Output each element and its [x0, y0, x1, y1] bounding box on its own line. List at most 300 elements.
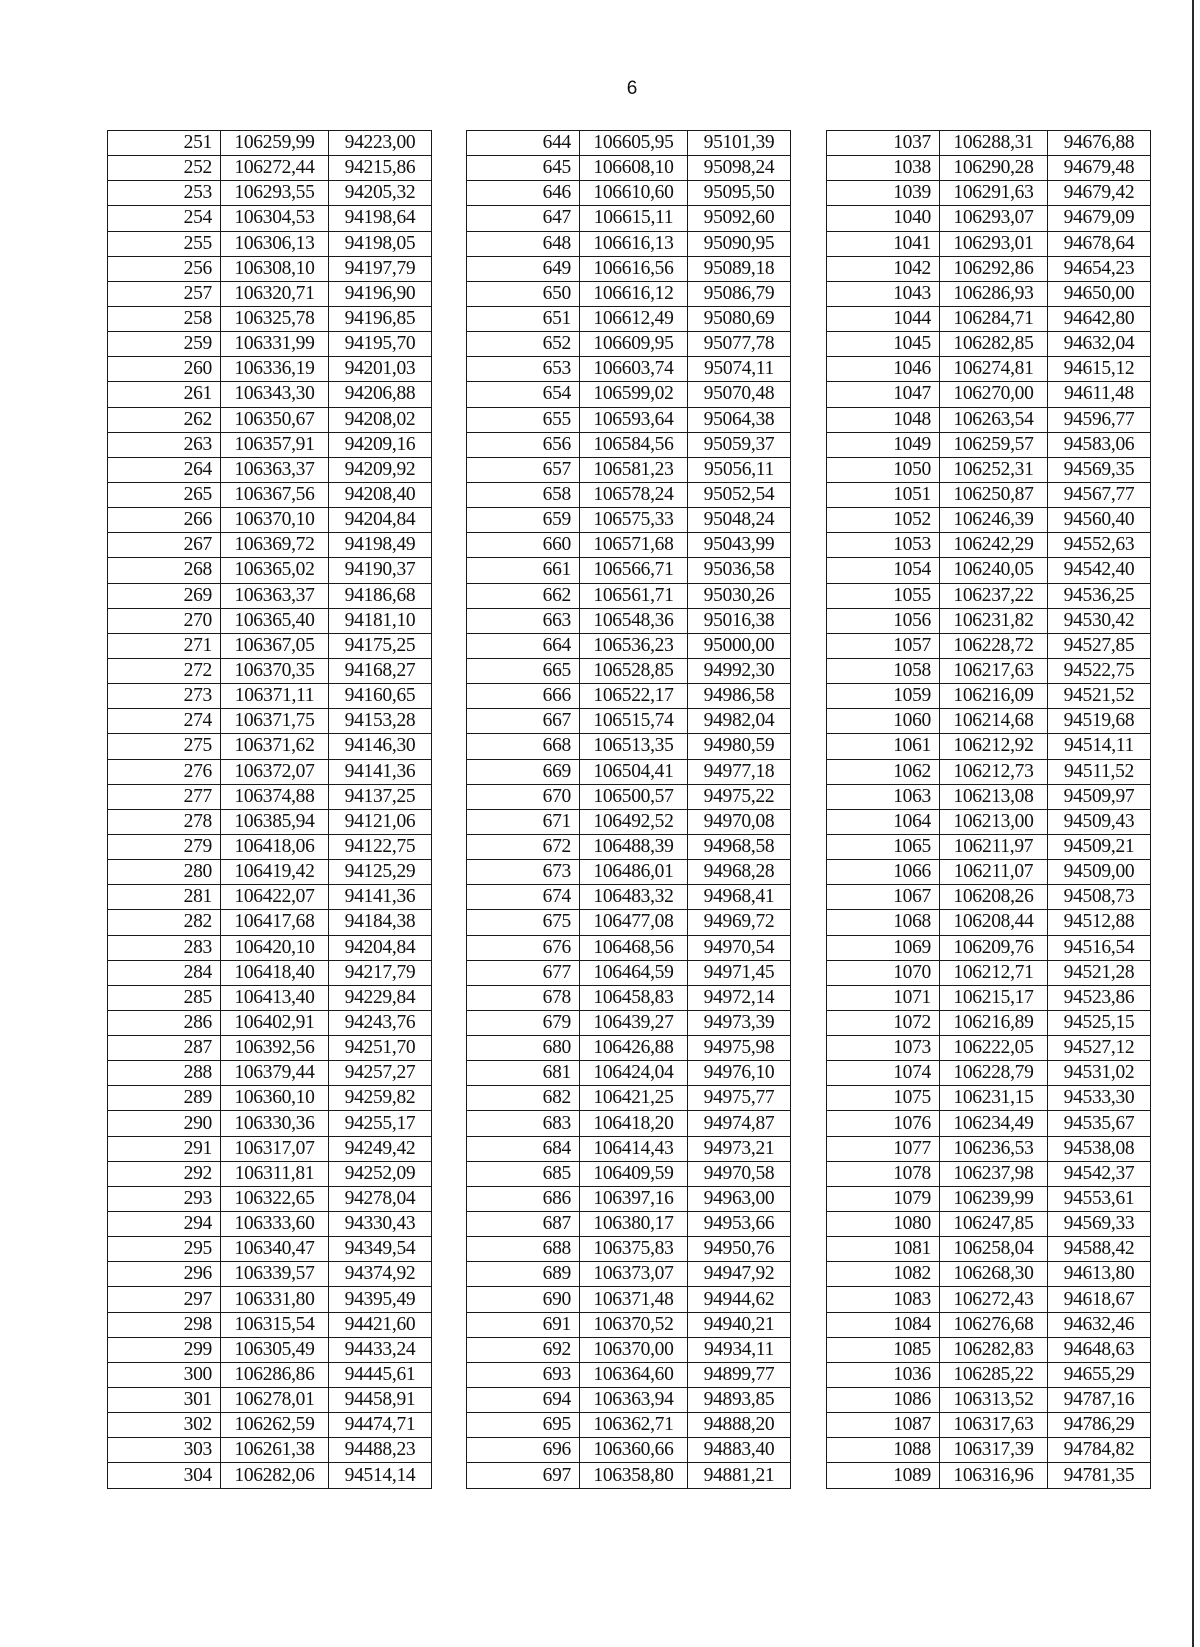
y-coordinate-cell: 95089,18	[688, 256, 791, 281]
point-number-cell: 257	[108, 281, 221, 306]
y-coordinate-cell: 94533,30	[1048, 1086, 1151, 1111]
point-number-cell: 260	[108, 357, 221, 382]
y-coordinate-cell: 95074,11	[688, 357, 791, 382]
table-row	[827, 1287, 1151, 1312]
point-number-cell: 1055	[827, 583, 940, 608]
y-coordinate-cell: 94198,05	[329, 231, 432, 256]
point-number-cell: 1052	[827, 508, 940, 533]
table-row	[467, 860, 791, 885]
y-coordinate-cell: 94122,75	[329, 834, 432, 859]
table-row	[108, 1010, 432, 1035]
x-coordinate-cell: 106367,56	[221, 482, 329, 507]
y-coordinate-cell: 94530,42	[1048, 608, 1151, 633]
x-coordinate-cell: 106211,97	[940, 834, 1048, 859]
point-number-cell: 289	[108, 1086, 221, 1111]
y-coordinate-cell: 94204,84	[329, 935, 432, 960]
table-row	[108, 1111, 432, 1136]
y-coordinate-cell: 95090,95	[688, 231, 791, 256]
y-coordinate-cell: 94514,14	[329, 1463, 432, 1488]
table-row	[827, 709, 1151, 734]
y-coordinate-cell: 94975,77	[688, 1086, 791, 1111]
point-number-cell: 1039	[827, 181, 940, 206]
table-row	[827, 1186, 1151, 1211]
point-number-cell: 1045	[827, 332, 940, 357]
y-coordinate-cell: 94881,21	[688, 1463, 791, 1488]
y-coordinate-cell: 94971,45	[688, 960, 791, 985]
table-row	[827, 834, 1151, 859]
x-coordinate-cell: 106492,52	[580, 809, 688, 834]
table-row	[827, 231, 1151, 256]
y-coordinate-cell: 94980,59	[688, 734, 791, 759]
x-coordinate-cell: 106370,10	[221, 508, 329, 533]
table-row	[827, 1237, 1151, 1262]
y-coordinate-cell: 94519,68	[1048, 709, 1151, 734]
x-coordinate-cell: 106333,60	[221, 1212, 329, 1237]
x-coordinate-cell: 106468,56	[580, 935, 688, 960]
y-coordinate-cell: 94975,98	[688, 1036, 791, 1061]
x-coordinate-cell: 106304,53	[221, 206, 329, 231]
x-coordinate-cell: 106370,52	[580, 1312, 688, 1337]
table-row	[108, 910, 432, 935]
x-coordinate-cell: 106426,88	[580, 1036, 688, 1061]
y-coordinate-cell: 94121,06	[329, 809, 432, 834]
y-coordinate-cell: 94972,14	[688, 985, 791, 1010]
x-coordinate-cell: 106222,05	[940, 1036, 1048, 1061]
x-coordinate-cell: 106374,88	[221, 784, 329, 809]
point-number-cell: 281	[108, 885, 221, 910]
point-number-cell: 285	[108, 985, 221, 1010]
y-coordinate-cell: 94786,29	[1048, 1413, 1151, 1438]
point-number-cell: 266	[108, 508, 221, 533]
point-number-cell: 696	[467, 1438, 580, 1463]
y-coordinate-cell: 94204,84	[329, 508, 432, 533]
table-row	[827, 432, 1151, 457]
y-coordinate-cell: 94899,77	[688, 1362, 791, 1387]
x-coordinate-cell: 106360,10	[221, 1086, 329, 1111]
point-number-cell: 644	[467, 131, 580, 156]
point-number-cell: 261	[108, 382, 221, 407]
point-number-cell: 288	[108, 1061, 221, 1086]
table-row	[467, 809, 791, 834]
y-coordinate-cell: 95092,60	[688, 206, 791, 231]
point-number-cell: 1038	[827, 156, 940, 181]
point-number-cell: 1047	[827, 382, 940, 407]
point-number-cell: 1070	[827, 960, 940, 985]
table-row	[827, 156, 1151, 181]
point-number-cell: 663	[467, 608, 580, 633]
x-coordinate-cell: 106209,76	[940, 935, 1048, 960]
point-number-cell: 697	[467, 1463, 580, 1488]
y-coordinate-cell: 94516,54	[1048, 935, 1151, 960]
y-coordinate-cell: 94567,77	[1048, 482, 1151, 507]
y-coordinate-cell: 94184,38	[329, 910, 432, 935]
x-coordinate-cell: 106270,00	[940, 382, 1048, 407]
x-coordinate-cell: 106409,59	[580, 1161, 688, 1186]
x-coordinate-cell: 106231,82	[940, 608, 1048, 633]
x-coordinate-cell: 106575,33	[580, 508, 688, 533]
x-coordinate-cell: 106363,37	[221, 583, 329, 608]
x-coordinate-cell: 106477,08	[580, 910, 688, 935]
x-coordinate-cell: 106371,48	[580, 1287, 688, 1312]
point-number-cell: 280	[108, 860, 221, 885]
point-number-cell: 1051	[827, 482, 940, 507]
x-coordinate-cell: 106371,62	[221, 734, 329, 759]
y-coordinate-cell: 94560,40	[1048, 508, 1151, 533]
table-row	[108, 809, 432, 834]
point-number-cell: 1056	[827, 608, 940, 633]
x-coordinate-cell: 106365,40	[221, 608, 329, 633]
point-number-cell: 681	[467, 1061, 580, 1086]
point-number-cell: 264	[108, 457, 221, 482]
table-row	[108, 1413, 432, 1438]
point-number-cell: 1036	[827, 1362, 940, 1387]
point-number-cell: 273	[108, 684, 221, 709]
point-number-cell: 1081	[827, 1237, 940, 1262]
y-coordinate-cell: 94509,00	[1048, 860, 1151, 885]
x-coordinate-cell: 106339,57	[221, 1262, 329, 1287]
x-coordinate-cell: 106500,57	[580, 784, 688, 809]
y-coordinate-cell: 94168,27	[329, 658, 432, 683]
x-coordinate-cell: 106308,10	[221, 256, 329, 281]
y-coordinate-cell: 94535,67	[1048, 1111, 1151, 1136]
y-coordinate-cell: 94552,63	[1048, 533, 1151, 558]
point-number-cell: 1041	[827, 231, 940, 256]
x-coordinate-cell: 106274,81	[940, 357, 1048, 382]
y-coordinate-cell: 94596,77	[1048, 407, 1151, 432]
point-number-cell: 670	[467, 784, 580, 809]
x-coordinate-cell: 106419,42	[221, 860, 329, 885]
x-coordinate-cell: 106246,39	[940, 508, 1048, 533]
table-row	[108, 206, 432, 231]
table-row	[827, 1161, 1151, 1186]
table-row	[108, 709, 432, 734]
table-row	[827, 206, 1151, 231]
y-coordinate-cell: 94209,16	[329, 432, 432, 457]
point-number-cell: 1072	[827, 1010, 940, 1035]
x-coordinate-cell: 106370,35	[221, 658, 329, 683]
y-coordinate-cell: 94208,40	[329, 482, 432, 507]
y-coordinate-cell: 94970,54	[688, 935, 791, 960]
point-number-cell: 270	[108, 608, 221, 633]
y-coordinate-cell: 94433,24	[329, 1337, 432, 1362]
point-number-cell: 666	[467, 684, 580, 709]
point-number-cell: 661	[467, 558, 580, 583]
point-number-cell: 655	[467, 407, 580, 432]
x-coordinate-cell: 106603,74	[580, 357, 688, 382]
y-coordinate-cell: 94947,92	[688, 1262, 791, 1287]
y-coordinate-cell: 94538,08	[1048, 1136, 1151, 1161]
y-coordinate-cell: 94421,60	[329, 1312, 432, 1337]
point-number-cell: 292	[108, 1161, 221, 1186]
point-number-cell: 649	[467, 256, 580, 281]
point-number-cell: 268	[108, 558, 221, 583]
table-row	[108, 306, 432, 331]
x-coordinate-cell: 106561,71	[580, 583, 688, 608]
table-row	[827, 357, 1151, 382]
point-number-cell: 1075	[827, 1086, 940, 1111]
y-coordinate-cell: 95080,69	[688, 306, 791, 331]
point-number-cell: 1059	[827, 684, 940, 709]
y-coordinate-cell: 94953,66	[688, 1212, 791, 1237]
x-coordinate-cell: 106272,44	[221, 156, 329, 181]
coordinates-table-2	[466, 130, 791, 1489]
y-coordinate-cell: 94969,72	[688, 910, 791, 935]
point-number-cell: 1040	[827, 206, 940, 231]
table-row	[827, 1438, 1151, 1463]
y-coordinate-cell: 94968,58	[688, 834, 791, 859]
y-coordinate-cell: 94970,58	[688, 1161, 791, 1186]
x-coordinate-cell: 106375,83	[580, 1237, 688, 1262]
point-number-cell: 265	[108, 482, 221, 507]
table-row	[467, 960, 791, 985]
y-coordinate-cell: 95043,99	[688, 533, 791, 558]
y-coordinate-cell: 94198,49	[329, 533, 432, 558]
x-coordinate-cell: 106228,72	[940, 633, 1048, 658]
y-coordinate-cell: 94583,06	[1048, 432, 1151, 457]
point-number-cell: 676	[467, 935, 580, 960]
point-number-cell: 295	[108, 1237, 221, 1262]
point-number-cell: 671	[467, 809, 580, 834]
x-coordinate-cell: 106392,56	[221, 1036, 329, 1061]
point-number-cell: 1089	[827, 1463, 940, 1488]
point-number-cell: 650	[467, 281, 580, 306]
y-coordinate-cell: 94252,09	[329, 1161, 432, 1186]
table-row	[827, 1463, 1151, 1488]
y-coordinate-cell: 94197,79	[329, 256, 432, 281]
point-number-cell: 1073	[827, 1036, 940, 1061]
x-coordinate-cell: 106336,19	[221, 357, 329, 382]
table-row	[467, 1136, 791, 1161]
table-row	[108, 658, 432, 683]
x-coordinate-cell: 106373,07	[580, 1262, 688, 1287]
y-coordinate-cell: 94527,85	[1048, 633, 1151, 658]
point-number-cell: 672	[467, 834, 580, 859]
x-coordinate-cell: 106286,86	[221, 1362, 329, 1387]
table-row	[108, 734, 432, 759]
point-number-cell: 693	[467, 1362, 580, 1387]
x-coordinate-cell: 106330,36	[221, 1111, 329, 1136]
x-coordinate-cell: 106418,20	[580, 1111, 688, 1136]
x-coordinate-cell: 106610,60	[580, 181, 688, 206]
point-number-cell: 1057	[827, 633, 940, 658]
table-row	[467, 206, 791, 231]
x-coordinate-cell: 106320,71	[221, 281, 329, 306]
point-number-cell: 675	[467, 910, 580, 935]
y-coordinate-cell: 94125,29	[329, 860, 432, 885]
page-number: 6	[626, 78, 638, 99]
table-row	[827, 482, 1151, 507]
y-coordinate-cell: 94137,25	[329, 784, 432, 809]
point-number-cell: 689	[467, 1262, 580, 1287]
table-row	[108, 834, 432, 859]
x-coordinate-cell: 106212,92	[940, 734, 1048, 759]
y-coordinate-cell: 94201,03	[329, 357, 432, 382]
x-coordinate-cell: 106239,99	[940, 1186, 1048, 1211]
x-coordinate-cell: 106343,30	[221, 382, 329, 407]
table-row	[827, 533, 1151, 558]
y-coordinate-cell: 94206,88	[329, 382, 432, 407]
x-coordinate-cell: 106417,68	[221, 910, 329, 935]
point-number-cell: 293	[108, 1186, 221, 1211]
y-coordinate-cell: 94445,61	[329, 1362, 432, 1387]
table-row	[467, 1438, 791, 1463]
point-number-cell: 1043	[827, 281, 940, 306]
point-number-cell: 687	[467, 1212, 580, 1237]
table-row	[108, 784, 432, 809]
y-coordinate-cell: 94787,16	[1048, 1388, 1151, 1413]
point-number-cell: 665	[467, 658, 580, 683]
y-coordinate-cell: 94781,35	[1048, 1463, 1151, 1488]
table-row	[108, 1287, 432, 1312]
table-row	[827, 1388, 1151, 1413]
x-coordinate-cell: 106292,86	[940, 256, 1048, 281]
y-coordinate-cell: 94195,70	[329, 332, 432, 357]
x-coordinate-cell: 106363,94	[580, 1388, 688, 1413]
point-number-cell: 254	[108, 206, 221, 231]
table-row	[108, 407, 432, 432]
table-row	[467, 1262, 791, 1287]
table-row	[467, 432, 791, 457]
x-coordinate-cell: 106247,85	[940, 1212, 1048, 1237]
x-coordinate-cell: 106593,64	[580, 407, 688, 432]
table-row	[827, 281, 1151, 306]
point-number-cell: 1062	[827, 759, 940, 784]
point-number-cell: 1048	[827, 407, 940, 432]
y-coordinate-cell: 94569,33	[1048, 1212, 1151, 1237]
x-coordinate-cell: 106340,47	[221, 1237, 329, 1262]
table-row	[467, 508, 791, 533]
x-coordinate-cell: 106616,13	[580, 231, 688, 256]
point-number-cell: 284	[108, 960, 221, 985]
x-coordinate-cell: 106258,04	[940, 1237, 1048, 1262]
point-number-cell: 283	[108, 935, 221, 960]
point-number-cell: 1082	[827, 1262, 940, 1287]
point-number-cell: 1042	[827, 256, 940, 281]
table-row	[467, 985, 791, 1010]
x-coordinate-cell: 106548,36	[580, 608, 688, 633]
x-coordinate-cell: 106268,30	[940, 1262, 1048, 1287]
point-number-cell: 1063	[827, 784, 940, 809]
point-number-cell: 679	[467, 1010, 580, 1035]
y-coordinate-cell: 94251,70	[329, 1036, 432, 1061]
table-row	[108, 1388, 432, 1413]
x-coordinate-cell: 106236,53	[940, 1136, 1048, 1161]
point-number-cell: 301	[108, 1388, 221, 1413]
table-row	[467, 1337, 791, 1362]
point-number-cell: 1069	[827, 935, 940, 960]
y-coordinate-cell: 94223,00	[329, 131, 432, 156]
x-coordinate-cell: 106362,71	[580, 1413, 688, 1438]
point-number-cell: 1079	[827, 1186, 940, 1211]
y-coordinate-cell: 94521,28	[1048, 960, 1151, 985]
x-coordinate-cell: 106402,91	[221, 1010, 329, 1035]
point-number-cell: 302	[108, 1413, 221, 1438]
table-row	[108, 608, 432, 633]
x-coordinate-cell: 106599,02	[580, 382, 688, 407]
x-coordinate-cell: 106228,79	[940, 1061, 1048, 1086]
y-coordinate-cell: 95030,26	[688, 583, 791, 608]
table-row	[108, 1337, 432, 1362]
y-coordinate-cell: 94259,82	[329, 1086, 432, 1111]
y-coordinate-cell: 94944,62	[688, 1287, 791, 1312]
point-number-cell: 286	[108, 1010, 221, 1035]
table-row	[108, 759, 432, 784]
x-coordinate-cell: 106322,65	[221, 1186, 329, 1211]
table-row	[108, 231, 432, 256]
x-coordinate-cell: 106305,49	[221, 1337, 329, 1362]
table-row	[108, 482, 432, 507]
x-coordinate-cell: 106259,99	[221, 131, 329, 156]
point-number-cell: 1058	[827, 658, 940, 683]
x-coordinate-cell: 106293,01	[940, 231, 1048, 256]
y-coordinate-cell: 94186,68	[329, 583, 432, 608]
y-coordinate-cell: 94542,37	[1048, 1161, 1151, 1186]
y-coordinate-cell: 94542,40	[1048, 558, 1151, 583]
point-number-cell: 267	[108, 533, 221, 558]
table-row	[108, 533, 432, 558]
y-coordinate-cell: 94676,88	[1048, 131, 1151, 156]
point-number-cell: 1066	[827, 860, 940, 885]
y-coordinate-cell: 94374,92	[329, 1262, 432, 1287]
x-coordinate-cell: 106458,83	[580, 985, 688, 1010]
point-number-cell: 677	[467, 960, 580, 985]
y-coordinate-cell: 94205,32	[329, 181, 432, 206]
y-coordinate-cell: 94330,43	[329, 1212, 432, 1237]
point-number-cell: 303	[108, 1438, 221, 1463]
point-number-cell: 296	[108, 1262, 221, 1287]
point-number-cell: 690	[467, 1287, 580, 1312]
y-coordinate-cell: 94141,36	[329, 885, 432, 910]
point-number-cell: 1065	[827, 834, 940, 859]
point-number-cell: 660	[467, 533, 580, 558]
y-coordinate-cell: 94992,30	[688, 658, 791, 683]
x-coordinate-cell: 106566,71	[580, 558, 688, 583]
table-row	[467, 382, 791, 407]
x-coordinate-cell: 106581,23	[580, 457, 688, 482]
y-coordinate-cell: 94146,30	[329, 734, 432, 759]
x-coordinate-cell: 106234,49	[940, 1111, 1048, 1136]
x-coordinate-cell: 106213,00	[940, 809, 1048, 834]
y-coordinate-cell: 94509,97	[1048, 784, 1151, 809]
point-number-cell: 1037	[827, 131, 940, 156]
y-coordinate-cell: 94613,80	[1048, 1262, 1151, 1287]
y-coordinate-cell: 95036,58	[688, 558, 791, 583]
table-row	[827, 407, 1151, 432]
table-row	[467, 1212, 791, 1237]
x-coordinate-cell: 106216,89	[940, 1010, 1048, 1035]
table-row	[467, 231, 791, 256]
y-coordinate-cell: 94968,41	[688, 885, 791, 910]
x-coordinate-cell: 106252,31	[940, 457, 1048, 482]
table-row	[827, 382, 1151, 407]
table-row	[108, 1237, 432, 1262]
point-number-cell: 668	[467, 734, 580, 759]
table-row	[827, 608, 1151, 633]
table-row	[827, 759, 1151, 784]
table-row	[467, 1086, 791, 1111]
table-row	[467, 156, 791, 181]
x-coordinate-cell: 106418,06	[221, 834, 329, 859]
y-coordinate-cell: 94888,20	[688, 1413, 791, 1438]
table-row	[108, 1036, 432, 1061]
table-row	[827, 256, 1151, 281]
table-row	[827, 1036, 1151, 1061]
point-number-cell: 658	[467, 482, 580, 507]
x-coordinate-cell: 106214,68	[940, 709, 1048, 734]
table-row	[467, 1111, 791, 1136]
table-row	[108, 1186, 432, 1211]
y-coordinate-cell: 94198,64	[329, 206, 432, 231]
